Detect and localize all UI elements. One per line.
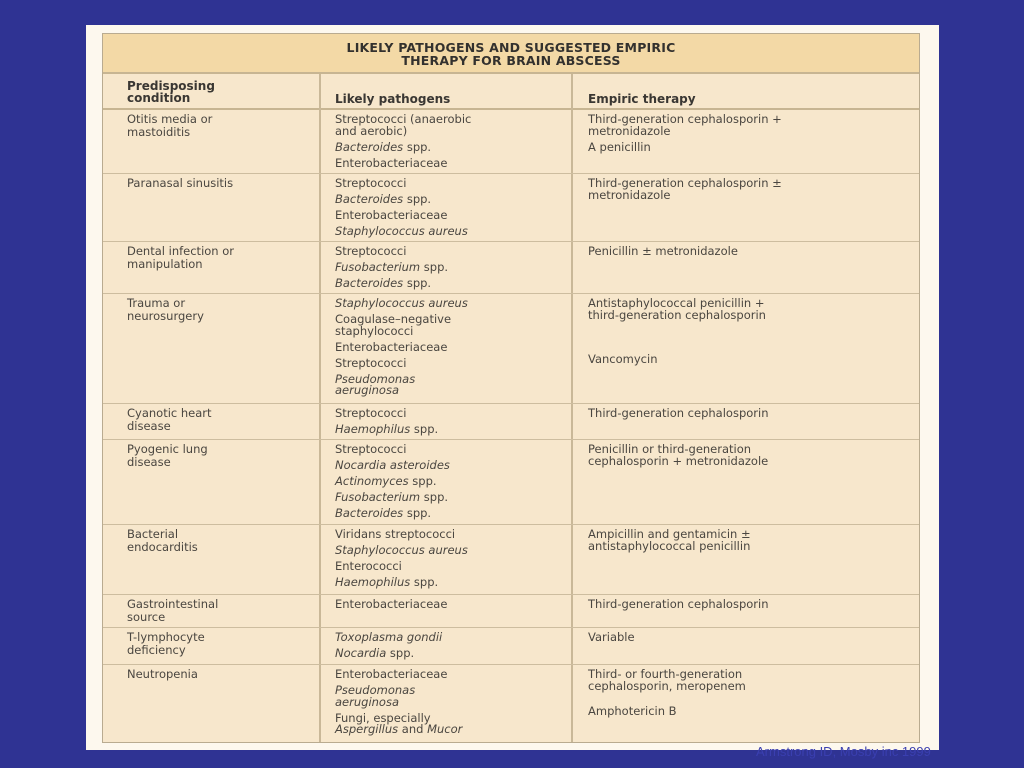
table-title [103,34,919,74]
condition-text: disease [127,418,171,433]
therapy-cell [588,408,913,424]
table-title-line-1: LIKELY PATHOGENS AND SUGGESTED EMPIRIC [346,40,676,55]
pathogen-name-italic: Haemophilus [335,575,411,589]
pathogen-line [335,476,575,488]
therapy-cell [588,114,913,158]
pathogen-name-italic: Pseudomonas [335,683,416,697]
table-row [103,110,919,174]
condition-cell [127,408,317,433]
pathogen-line [335,194,575,206]
therapy-cell [588,444,913,472]
pathogen-name-italic: aeruginosa [335,694,399,709]
pathogen-text: Enterobacteriaceae [335,155,448,170]
therapy-line: Penicillin ± metronidazole [588,244,738,258]
condition-text: Paranasal sinusitis [127,176,234,190]
table-row [103,665,919,742]
therapy-line: metronidazole [588,123,671,138]
pathogen-line [335,155,575,170]
pathogen-line [335,139,575,154]
pathogen-line [335,226,575,238]
pathogen-name-italic: Staphylococcus aureus [335,224,468,238]
pathogen-text: Viridans streptococci [335,527,456,541]
condition-cell [127,669,317,682]
pathogen-name-italic: Staphylococcus aureus [335,296,468,310]
pathogen-line [335,355,575,370]
condition-text: Trauma or [127,296,186,310]
pathogen-text: spp. [403,192,432,206]
pathogen-text: spp. [410,422,439,436]
therapy-line: Penicillin or third-generation [588,442,752,456]
condition-text: mastoiditis [127,124,191,139]
header-condition-line-1: Predisposing [127,79,215,93]
pathogen-text: staphylococci [335,323,414,338]
pathogen-name-italic: Mucor [427,722,463,736]
pathogen-line [335,323,575,338]
pathogens-cell [335,298,575,401]
pathogen-text: Enterobacteriaceae [335,208,448,222]
condition-text: Bacterial [127,527,179,541]
pathogen-text: spp. [420,490,449,504]
condition-cell [127,632,317,657]
pathogen-line [335,694,575,709]
condition-cell [127,114,317,139]
pathogen-text: Fungi, especially [335,710,431,725]
pathogen-line [335,278,575,290]
therapy-line: Vancomycin [588,352,658,366]
condition-text: Cyanotic heart [127,406,212,420]
condition-cell [127,444,317,469]
condition-text: manipulation [127,256,203,271]
pathogen-text: spp. [403,506,432,520]
therapy-line: cephalosporin, meropenem [588,678,746,693]
pathogen-line [335,669,575,681]
therapy-line: third-generation cephalosporin [588,307,766,322]
pathogen-name-italic: Fusobacterium [335,260,421,274]
pathogens-cell [335,529,575,593]
condition-text: Pyogenic lung [127,442,208,456]
pathogen-text: spp. [403,276,432,290]
therapy-line: Ampicillin and gentamicin ± [588,527,751,541]
table-row [103,174,919,242]
pathogen-line [335,561,575,573]
pathogen-line [335,298,575,310]
pathogen-text: Enterococci [335,559,402,573]
table-row [103,242,919,294]
therapy-line: Third-generation cephalosporin ± [588,176,782,190]
pathogen-text: and [398,722,428,736]
pathogen-line [335,178,575,190]
condition-text: Dental infection or [127,244,235,258]
therapy-cell [588,178,913,206]
pathogen-line [335,339,575,354]
source-credit: Armstrong ID, Mosby inc 1999 [756,744,931,759]
pathogen-line [335,529,575,541]
therapy-line: Third-generation cephalosporin + [588,112,782,126]
pathogen-name-italic: Haemophilus [335,422,411,436]
table-row [103,628,919,665]
pathogens-cell [335,114,575,174]
pathogen-text: and aerobic) [335,123,408,138]
therapy-line: metronidazole [588,187,671,202]
header-condition [127,80,215,104]
pathogen-line [335,508,575,520]
pathogen-line [335,460,575,472]
therapy-cell [588,632,913,648]
therapy-cell [588,599,913,615]
therapy-line: Antistaphylococcal penicillin + [588,296,765,310]
pathogen-text: Streptococci (anaerobic [335,112,472,126]
pathogen-line [335,210,575,222]
therapy-line: Third-generation cephalosporin [588,406,769,420]
pathogen-line [335,424,575,436]
condition-cell [127,529,317,554]
header-condition-line-2: condition [127,91,191,105]
pathogen-text: spp. [420,260,449,274]
therapy-line: A penicillin [588,139,651,154]
pathogen-table [102,33,920,743]
pathogen-line [335,246,575,258]
header-pathogens: Likely pathogens [335,92,451,106]
pathogen-text: spp. [386,646,415,660]
pathogen-name-italic: aeruginosa [335,383,399,397]
pathogens-cell [335,444,575,524]
table-row [103,595,919,628]
pathogen-line [335,632,575,644]
condition-text: Neutropenia [127,667,198,681]
condition-text: endocarditis [127,539,198,554]
header-therapy: Empiric therapy [588,92,696,106]
pathogen-text: Coagulase–negative [335,312,452,326]
pathogen-text: Enterobacteriaceae [335,597,448,611]
pathogen-text: Streptococci [335,244,407,258]
pathogen-text: Enterobacteriaceae [335,667,448,681]
therapy-line: cephalosporin + metronidazole [588,453,769,468]
pathogen-name-italic: Bacteroides [335,506,404,520]
therapy-line: antistaphylococcal penicillin [588,538,751,553]
pathogen-name-italic: Bacteroides [335,139,404,154]
pathogen-text: spp. [410,575,439,589]
table-row [103,294,919,404]
pathogen-text: Enterobacteriaceae [335,339,448,354]
pathogen-line [335,408,575,420]
pathogen-line [335,577,575,589]
table-header-row [103,74,919,110]
therapy-line: Third-generation cephalosporin [588,597,769,611]
condition-text: Otitis media or [127,112,213,126]
condition-cell [127,178,317,191]
pathogen-name-italic: Nocardia [335,646,387,660]
condition-text: disease [127,454,171,469]
therapy-line: Amphotericin B [588,704,677,718]
pathogen-name-italic: Bacteroides [335,276,404,290]
pathogen-line [335,262,575,274]
pathogen-name-italic: Pseudomonas [335,371,416,386]
condition-text: neurosurgery [127,308,204,323]
pathogen-text: Streptococci [335,442,407,456]
pathogens-cell [335,669,575,740]
pathogen-line [335,545,575,557]
pathogen-line [335,599,575,611]
condition-text: source [127,609,166,624]
table-title-line-2: THERAPY FOR BRAIN ABSCESS [401,53,621,68]
pathogen-line [335,123,575,138]
therapy-cell [588,298,913,370]
pathogen-name-italic: Nocardia asteroides [335,458,450,472]
pathogen-line [335,492,575,504]
therapy-cell [588,529,913,557]
pathogen-name-italic: Aspergillus [335,722,399,736]
condition-cell [127,298,317,323]
pathogens-cell [335,408,575,440]
condition-text: deficiency [127,642,186,657]
condition-cell [127,246,317,271]
table-row [103,440,919,525]
pathogen-name-italic: Staphylococcus aureus [335,543,468,557]
table-row [103,404,919,440]
pathogen-line [335,385,575,397]
pathogen-text: Streptococci [335,176,407,190]
pathogens-cell [335,599,575,615]
pathogen-name-italic: Toxoplasma gondii [335,630,443,644]
pathogen-name-italic: Actinomyces [335,474,409,488]
pathogen-text: spp. [403,139,432,154]
therapy-line: Variable [588,630,635,644]
pathogen-name-italic: Bacteroides [335,192,404,206]
pathogen-line [335,724,575,736]
pathogen-text: spp. [408,474,437,488]
pathogens-cell [335,632,575,664]
therapy-line: Third- or fourth-generation [588,667,743,681]
condition-cell [127,599,317,624]
pathogen-line [335,648,575,660]
therapy-cell [588,246,913,262]
pathogens-cell [335,178,575,242]
pathogens-cell [335,246,575,294]
table-row [103,525,919,595]
pathogen-text: Streptococci [335,355,407,370]
condition-text: T-lymphocyte [127,630,205,644]
therapy-cell [588,669,913,722]
pathogen-text: Streptococci [335,406,407,420]
condition-text: Gastrointestinal [127,597,219,611]
pathogen-name-italic: Fusobacterium [335,490,421,504]
pathogen-line [335,444,575,456]
